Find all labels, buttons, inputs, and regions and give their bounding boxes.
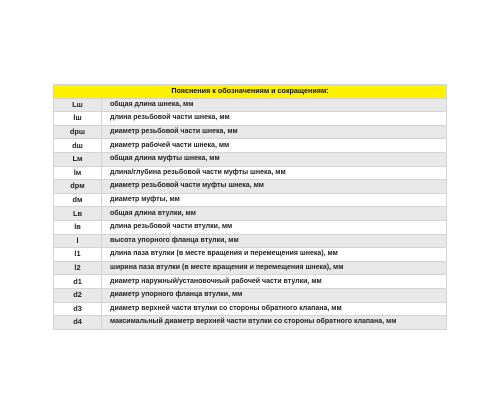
table-row <box>54 139 447 153</box>
row-description: диаметр резьбовой части шнека, мм <box>102 125 447 139</box>
table-row <box>54 316 447 330</box>
table-row <box>54 112 447 126</box>
legend-header-row <box>54 85 447 99</box>
table-row <box>54 234 447 248</box>
row-description: общая длина муфты шнека, мм <box>102 152 447 166</box>
table-row <box>54 261 447 275</box>
table-row <box>54 125 447 139</box>
row-symbol: lш <box>54 112 102 126</box>
row-description: диаметр упорного фланца втулки, мм <box>102 288 447 302</box>
row-symbol: d1 <box>54 275 102 289</box>
row-description: высота упорного фланца втулки, мм <box>102 234 447 248</box>
row-symbol: lв <box>54 220 102 234</box>
table-row <box>54 248 447 262</box>
row-symbol: dрм <box>54 180 102 194</box>
table-row <box>54 207 447 221</box>
legend-title: Пояснения к обозначениям и сокращениям: <box>54 85 447 99</box>
row-symbol: d3 <box>54 302 102 316</box>
row-symbol: Lм <box>54 152 102 166</box>
row-symbol: d4 <box>54 316 102 330</box>
row-symbol: dм <box>54 193 102 207</box>
table-row <box>54 166 447 180</box>
row-description: общая длина втулки, мм <box>102 207 447 221</box>
row-symbol: d2 <box>54 288 102 302</box>
row-symbol: Lш <box>54 98 102 112</box>
row-symbol: l <box>54 234 102 248</box>
row-symbol: dрш <box>54 125 102 139</box>
table-row <box>54 180 447 194</box>
table-row <box>54 152 447 166</box>
row-description: длина резьбовой части втулки, мм <box>102 220 447 234</box>
row-symbol: lм <box>54 166 102 180</box>
table-row <box>54 275 447 289</box>
table-row <box>54 302 447 316</box>
table-row <box>54 220 447 234</box>
row-description: диаметр резьбовой части муфты шнека, мм <box>102 180 447 194</box>
row-description: диаметр рабочей части шнека, мм <box>102 139 447 153</box>
row-description: диаметр наружный/установочный рабочей части втулки, мм <box>102 275 447 289</box>
row-description: длина/глубина резьбовой части муфты шнека, мм <box>102 166 447 180</box>
row-description: максимальный диаметр верхней части втулки со стороны обратного клапана, мм <box>102 316 447 330</box>
row-description: диаметр верхней части втулки со стороны обратного клапана, мм <box>102 302 447 316</box>
row-description: длина паза втулки (в месте вращения и перемещения шнека), мм <box>102 248 447 262</box>
table-row <box>54 98 447 112</box>
row-description: диаметр муфты, мм <box>102 193 447 207</box>
row-description: общая длина шнека, мм <box>102 98 447 112</box>
row-description: длина резьбовой части шнека, мм <box>102 112 447 126</box>
row-symbol: Lв <box>54 207 102 221</box>
row-symbol: l1 <box>54 248 102 262</box>
legend-table <box>53 84 447 330</box>
row-symbol: l2 <box>54 261 102 275</box>
table-row <box>54 193 447 207</box>
row-symbol: dш <box>54 139 102 153</box>
row-description: ширина паза втулки (в месте вращения и перемещения шнека), мм <box>102 261 447 275</box>
table-row <box>54 288 447 302</box>
